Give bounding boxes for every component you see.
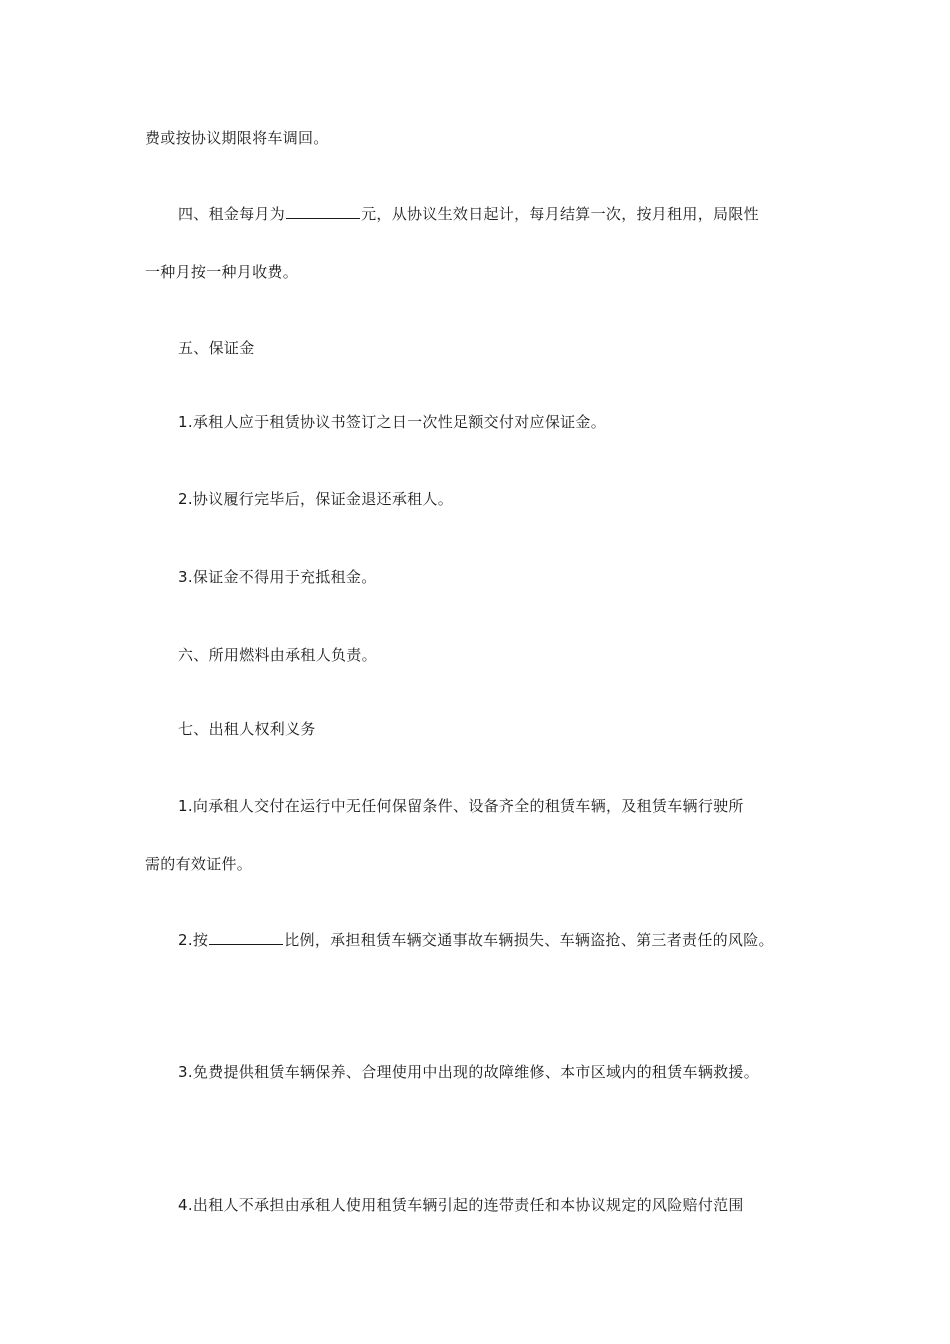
section-heading-lessor-rights: 七、出租人权利义务: [178, 720, 316, 738]
lessor-item-2-end: 比例，承担租赁车辆交通事故车辆损失、车辆盗抢、第三者责任的风险。: [284, 931, 774, 949]
ratio-blank[interactable]: [209, 929, 283, 945]
rent-clause-start: 四、租金每月为: [178, 205, 286, 223]
lessor-item-3: 3.免费提供租赁车辆保养、合理使用中出现的故障维修、本市区域内的租赁车辆救援。: [178, 1063, 760, 1081]
lessor-item-4: 4.出租人不承担由承租人使用租赁车辆引起的连带责任和本协议规定的风险赔付范围: [178, 1196, 744, 1214]
section-heading-fuel: 六、所用燃料由承租人负责。: [178, 646, 377, 664]
lessor-item-2-start: 2.按: [178, 931, 209, 949]
deposit-item-1: 1.承租人应于租赁协议书签订之日一次性足额交付对应保证金。: [178, 413, 607, 431]
deposit-item-3: 3.保证金不得用于充抵租金。: [178, 568, 377, 586]
lessor-item-1: 1.向承租人交付在运行中无任何保留条件、设备齐全的租赁车辆，及租赁车辆行驶所: [178, 797, 744, 815]
paragraph-line: 一种月按一种月收费。: [145, 263, 299, 281]
deposit-item-2: 2.协议履行完毕后，保证金退还承租人。: [178, 490, 454, 508]
section-heading-deposit: 五、保证金: [178, 339, 255, 357]
paragraph-line: 需的有效证件。: [145, 855, 253, 873]
lessor-item-2: [178, 929, 774, 950]
rent-clause-end: 元，从协议生效日起计，每月结算一次，按月租用，局限性: [361, 205, 759, 223]
rent-amount-blank[interactable]: [286, 203, 360, 219]
rent-clause: [178, 203, 759, 224]
paragraph-line: 费或按协议期限将车调回。: [145, 129, 329, 147]
